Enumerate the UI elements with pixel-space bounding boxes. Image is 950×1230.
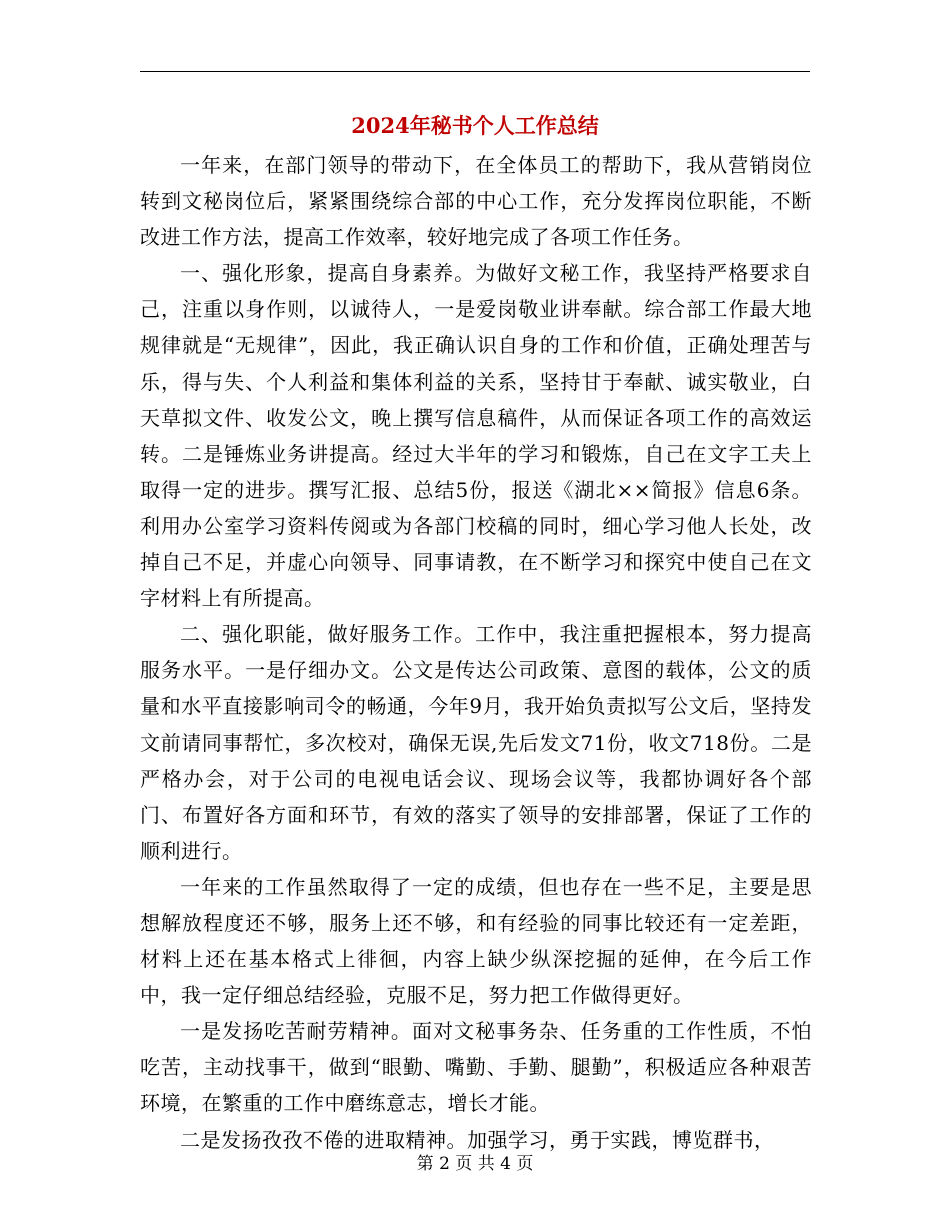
header-rule [140, 71, 810, 72]
paragraph-section-2: 二、强化职能，做好服务工作。工作中，我注重把握根本，努力提高服务水平。一是仔细办文。公文是传达公司政策、意图的载体，公文的质量和水平直接影响司令的畅通，今年9月，我开始负责拟写公文后，坚持发文前请同事帮忙，多次校对，确保无误,先后发文71份，收文718份。二是严格办会，对于公司的电视电话会议、现场会议等，我都协调好各个部门、布置好各方面和环节，有效的落实了领导的安排部署，保证了工作的顺利进行。 [140, 622, 812, 863]
document-body [140, 147, 812, 1158]
paragraph-point-2: 二是发扬孜孜不倦的进取精神。加强学习，勇于实践，博览群书， [180, 1127, 775, 1152]
page-number: 第 2 页 共 4 页 [416, 1154, 534, 1174]
paragraph-intro: 一年来，在部门领导的带动下，在全体员工的帮助下，我从营销岗位转到文秘岗位后，紧紧围绕综合部的中心工作，充分发挥岗位职能，不断改进工作方法，提高工作效率，较好地完成了各项工作任务。 [140, 153, 812, 250]
paragraph-point-1: 一是发扬吃苦耐劳精神。面对文秘事务杂、任务重的工作性质，不怕吃苦，主动找事干，做到“眼勤、嘴勤、手勤、腿勤”，积极适应各种艰苦环境，在繁重的工作中磨练意志，增长才能。 [140, 1019, 812, 1116]
paragraph-section-1: 一、强化形象，提高自身素养。为做好文秘工作，我坚持严格要求自己，注重以身作则，以诚待人，一是爱岗敬业讲奉献。综合部工作最大地规律就是“无规律”，因此，我正确认识自身的工作和价值，正确处理苦与乐，得与失、个人利益和集体利益的关系，坚持甘于奉献、诚实敬业，白天草拟文件、收发公文，晚上撰写信息稿件，从而保证各项工作的高效运转。二是锤炼业务讲提高。经过大半年的学习和锻炼，自己在文字工夫上取得一定的进步。撰写汇报、总结5份，报送《湖北××简报》信息6条。利用办公室学习资料传阅或为各部门校稿的同时，细心学习他人长处，改掉自己不足，并虚心向领导、同事请教，在不断学习和探究中使自己在文字材料上有所提高。 [140, 261, 812, 611]
document-title: 2024年秘书个人工作总结 [351, 113, 599, 138]
page-footer [0, 1152, 950, 1176]
paragraph-shortcomings: 一年来的工作虽然取得了一定的成绩，但也存在一些不足，主要是思想解放程度还不够，服务上还不够，和有经验的同事比较还有一定差距，材料上还在基本格式上徘徊，内容上缺少纵深挖掘的延伸，在今后工作中，我一定仔细总结经验，克服不足，努力把工作做得更好。 [140, 874, 812, 1008]
